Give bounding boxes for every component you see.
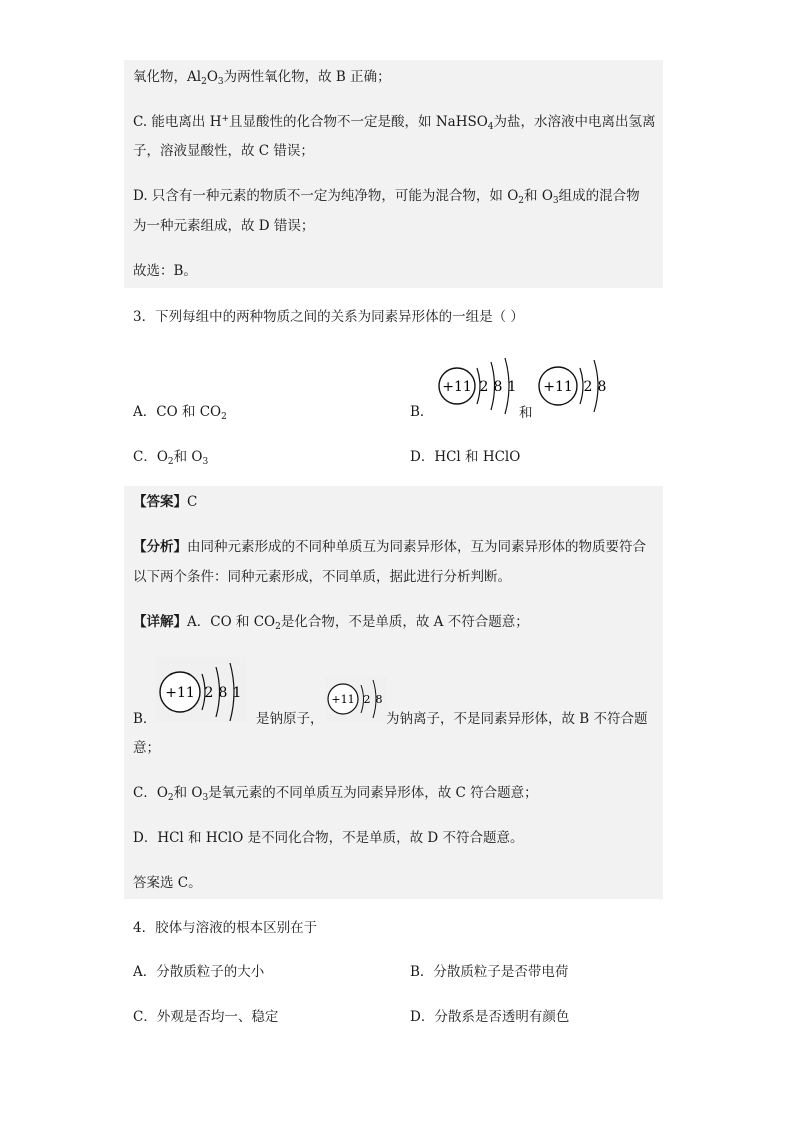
q3-option-b-and: 和 [519, 405, 533, 421]
q4-option-b: B．分散质粒子是否带电荷 [410, 964, 569, 980]
prev-line-3: 子，溶液显酸性，故 C 错误； [133, 143, 314, 159]
prev-line-2: C. 能电离出 H+且显酸性的化合物不一定是酸，如 NaHSO$_4$为盐，水溶液中电离出氢离 [133, 114, 656, 132]
svg-text:1: 1 [507, 379, 517, 395]
prev-line-4: D. 只含有一种元素的物质不一定为纯净物，可能为混合物，如 $O_2$和 $O_3$组成的混合物 [133, 188, 640, 206]
q4-option-d: D．分散系是否透明有颜色 [410, 1009, 570, 1025]
prev-solution-block [124, 60, 663, 288]
q3-detail-b-label: B． [133, 711, 157, 727]
q4-stem: 4．胶体与溶液的根本区别在于 [133, 920, 318, 936]
q3-option-d: D．HCl 和 HClO [410, 449, 521, 465]
detail-atom-na-atom [158, 660, 246, 722]
svg-text:2: 2 [363, 693, 371, 706]
q3-analysis-line-1: 【分析】由同种元素形成的不同种单质互为同素异形体，互为同素异形体的物质要符合 [133, 539, 646, 555]
svg-text:8: 8 [375, 693, 383, 706]
q3-detail-b-cont: 意； [133, 740, 160, 756]
q3-detail-b-mid: 是钠原子， [256, 711, 324, 727]
svg-text:2: 2 [583, 379, 593, 395]
prev-line-6: 故选：B。 [133, 263, 197, 279]
svg-text:+11: +11 [331, 693, 355, 706]
atom-diagram-na-atom [436, 354, 522, 414]
q4-option-c: C．外观是否均一、稳定 [133, 1009, 279, 1025]
svg-text:2: 2 [479, 379, 489, 395]
q3-option-b-label: B． [410, 404, 434, 420]
svg-text:1: 1 [232, 685, 242, 701]
svg-text:+11: +11 [543, 379, 573, 395]
svg-text:8: 8 [218, 685, 228, 701]
q3-final-answer: 答案选 C。 [133, 875, 202, 891]
atom-diagram-na-ion [536, 354, 610, 414]
q3-detail-d: D．HCl 和 HClO 是不同化合物，不是单质，故 D 不符合题意。 [133, 830, 524, 846]
q3-option-c: C．$O_2$和 $O_3$ [133, 449, 209, 467]
prev-line-1: 氧化物，$Al_2O_3$为两性氧化物，故 B 正确； [133, 69, 391, 87]
q4-option-a: A．分散质粒子的大小 [133, 964, 265, 980]
q3-detail-b-end: 为钠离子，不是同素异形体，故 B 不符合题 [386, 711, 648, 727]
q3-option-a: A．CO 和 $CO_2$ [133, 404, 227, 422]
nucleus-charge: +11 [442, 379, 472, 395]
q3-detail-a: 【详解】A．CO 和 $CO_2$是化合物，不是单质，故 A 不符合题意； [133, 614, 529, 632]
q3-detail-c: C．$O_2$和 $O_3$是氧元素的不同单质互为同素异形体，故 C 符合题意； [133, 785, 538, 803]
svg-text:+11: +11 [165, 685, 195, 701]
svg-text:8: 8 [597, 379, 607, 395]
detail-atom-na-ion [325, 676, 387, 722]
svg-text:2: 2 [204, 685, 214, 701]
prev-line-5: 为一种元素组成，故 D 错误； [133, 218, 315, 234]
q3-answer: 【答案】C [133, 494, 198, 510]
q3-analysis-line-2: 以下两个条件：同种元素形成，不同单质，据此进行分析判断。 [133, 569, 511, 585]
svg-text:8: 8 [493, 379, 503, 395]
q3-stem: 3．下列每组中的两种物质之间的关系为同素异形体的一组是（ ） [133, 309, 524, 325]
